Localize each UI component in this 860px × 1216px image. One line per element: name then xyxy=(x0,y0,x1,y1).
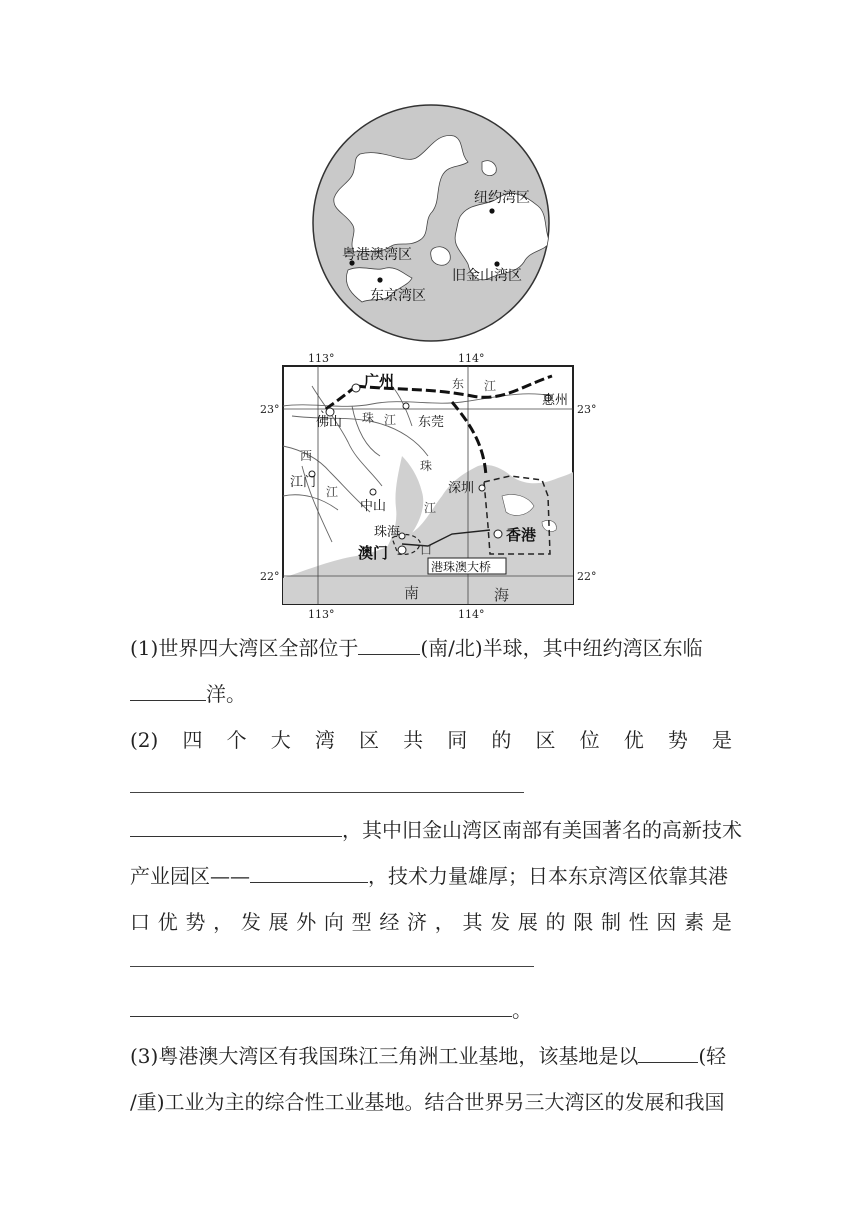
answer-line[interactable] xyxy=(130,792,524,793)
pearl-river-delta-map xyxy=(252,346,612,621)
label-sf: 旧金山湾区 xyxy=(452,268,522,284)
question-char: ， xyxy=(213,910,234,934)
question-char: 制 xyxy=(600,910,621,934)
city-zhuhai: 珠海 xyxy=(374,525,401,540)
lat-label: 23° xyxy=(577,403,597,416)
answer-blank[interactable] xyxy=(130,816,342,837)
bridge-label: 港珠澳大桥 xyxy=(431,560,492,574)
question-char: 大 xyxy=(270,728,291,752)
question-char: 同 xyxy=(447,728,468,752)
world-bay-areas-globe xyxy=(312,102,550,344)
answer-blank[interactable] xyxy=(130,996,512,1017)
label-tokyo: 东京湾区 xyxy=(370,288,426,304)
answer-blank[interactable] xyxy=(130,680,206,701)
question-char: 型 xyxy=(351,910,372,934)
river-label: 江 xyxy=(424,501,437,515)
ocean-region xyxy=(431,247,451,266)
lon-label: 113° xyxy=(308,608,335,621)
question-char: 展 xyxy=(517,910,538,934)
city-jiangmen: 江门 xyxy=(290,475,317,490)
river-label: 珠 xyxy=(362,411,375,425)
question-char: 势 xyxy=(667,728,688,752)
question-char: 的 xyxy=(491,728,512,752)
city-shenzhen: 深圳 xyxy=(448,481,475,496)
question-char: 发 xyxy=(490,910,511,934)
question-3-line-1: (3)粤港澳大湾区有我国珠江三角洲工业基地，该基地是以 (轻 xyxy=(130,1044,727,1068)
river-label: 西 xyxy=(300,449,313,463)
question-char: 发 xyxy=(240,910,261,934)
question-1-line-2: 洋。 xyxy=(130,680,246,708)
question-char: 个 xyxy=(226,728,247,752)
label-newyork: 纽约湾区 xyxy=(474,190,530,206)
lon-label: 113° xyxy=(308,352,335,365)
river-label: 东 xyxy=(452,377,465,391)
question-char: 向 xyxy=(323,910,344,934)
question-3-line-2: /重)工业为主的综合性工业基地。结合世界另三大湾区的发展和我国 xyxy=(130,1090,725,1114)
newyork-dot xyxy=(489,208,494,213)
river-label: 江 xyxy=(384,413,397,427)
question-char: 优 xyxy=(157,910,178,934)
city-macau: 澳门 xyxy=(358,544,389,562)
question-char: 性 xyxy=(628,910,649,934)
city-dongguan: 东莞 xyxy=(418,415,445,430)
question-char: 是 xyxy=(711,728,732,752)
lat-label: 23° xyxy=(260,403,280,416)
hongkong-marker xyxy=(494,530,502,538)
question-char: 的 xyxy=(545,910,566,934)
river-label: 珠 xyxy=(420,459,433,473)
question-char: 外 xyxy=(296,910,317,934)
city-huizhou: 惠州 xyxy=(542,393,569,408)
answer-blank[interactable] xyxy=(250,862,368,883)
question-char: 区 xyxy=(535,728,556,752)
label-gba: 粤港澳湾区 xyxy=(342,247,412,263)
question-char: 共 xyxy=(403,728,424,752)
question-char: 展 xyxy=(268,910,289,934)
river-label: 江 xyxy=(484,379,497,393)
sf-dot xyxy=(494,261,499,266)
sea-label: 海 xyxy=(494,586,510,604)
answer-blank[interactable] xyxy=(358,634,420,655)
question-char: 位 xyxy=(579,728,600,752)
question-char: (2) xyxy=(130,728,159,752)
city-guangzhou: 广州 xyxy=(364,372,395,390)
question-2-line-7: 。 xyxy=(130,996,532,1024)
question-2-line-1 xyxy=(130,726,732,754)
question-char: 是 xyxy=(711,910,732,934)
city-zhongshan: 中山 xyxy=(360,499,387,514)
lat-label: 22° xyxy=(577,570,597,583)
question-char: 口 xyxy=(130,910,150,934)
question-char: 优 xyxy=(623,728,644,752)
city-foshan: 佛山 xyxy=(316,415,343,430)
lon-label: 114° xyxy=(458,352,485,365)
river-label: 口 xyxy=(420,543,433,557)
macau-marker xyxy=(398,546,406,554)
question-char: 其 xyxy=(462,910,483,934)
question-char: 势 xyxy=(185,910,206,934)
question-char: 区 xyxy=(358,728,379,752)
question-1-line-1: (1)世界四大湾区全部位于 (南/北)半球，其中纽约湾区东临 xyxy=(130,636,703,660)
question-char: ， xyxy=(434,910,455,934)
question-char: 湾 xyxy=(314,728,335,752)
answer-blank[interactable] xyxy=(638,1042,698,1063)
question-char: 素 xyxy=(684,910,705,934)
lon-label: 114° xyxy=(458,608,485,621)
question-char: 经 xyxy=(379,910,400,934)
answer-line[interactable] xyxy=(130,966,534,967)
lat-label: 22° xyxy=(260,570,280,583)
question-char: 限 xyxy=(573,910,594,934)
tokyo-dot xyxy=(377,277,382,282)
question-2-line-4: 产业园区—— ，技术力量雄厚；日本东京湾区依靠其港 xyxy=(130,864,728,888)
question-2-line-5 xyxy=(130,908,732,936)
question-char: 济 xyxy=(407,910,428,934)
guangzhou-marker xyxy=(352,384,360,392)
question-2-line-3: ，其中旧金山湾区南部有美国著名的高新技术 xyxy=(130,816,742,844)
sea-label: 南 xyxy=(404,584,420,602)
question-char: 因 xyxy=(656,910,677,934)
city-hongkong: 香港 xyxy=(506,526,537,544)
river-label: 江 xyxy=(326,485,339,499)
question-char: 四 xyxy=(182,728,203,752)
